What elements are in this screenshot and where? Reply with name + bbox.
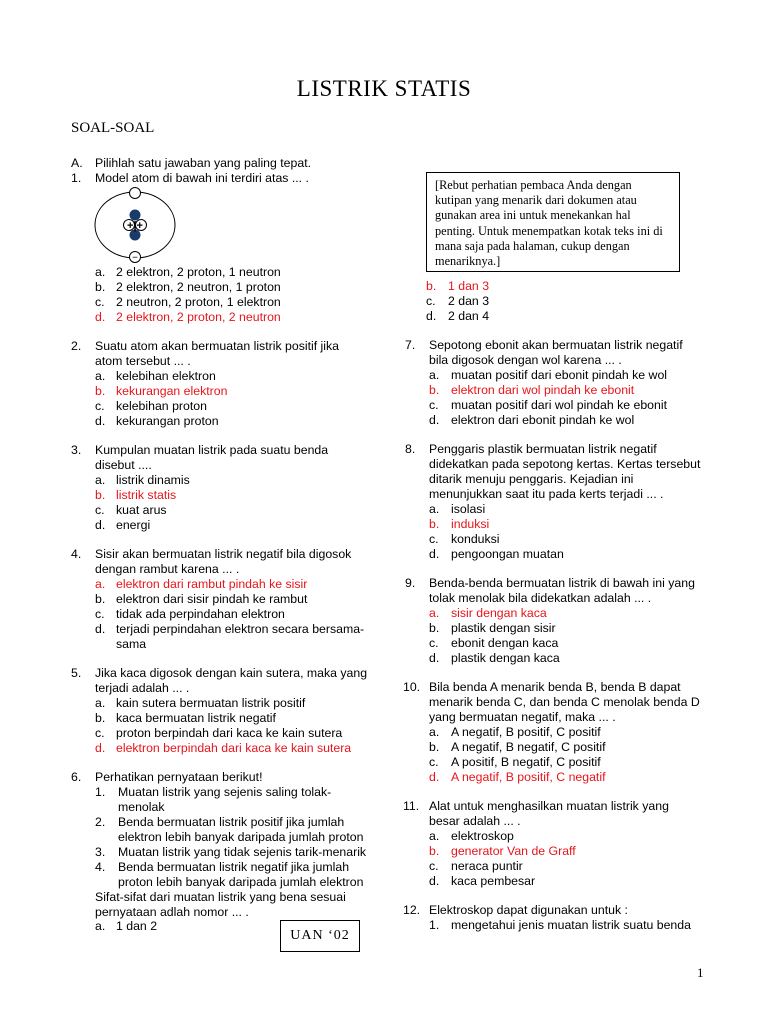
item-text: proton berpindah dari kaca ke kain sutera xyxy=(116,726,343,740)
item-marker: 3. xyxy=(95,845,106,859)
item-text: Kumpulan muatan listrik pada suatu benda xyxy=(95,443,329,457)
item-marker: 1. xyxy=(95,785,106,799)
item-text: Sifat-sifat dari muatan listrik yang bena sesuai xyxy=(95,890,346,904)
item-marker: a. xyxy=(429,606,440,620)
item-marker: c. xyxy=(426,294,436,308)
item-marker: 9. xyxy=(405,576,416,590)
item-text: kuat arus xyxy=(116,503,167,517)
item-text: disebut .... xyxy=(95,458,152,472)
item-marker: 8. xyxy=(405,442,416,456)
item-marker: d. xyxy=(426,309,437,323)
item-text: Bila benda A menarik benda B, benda B dapat xyxy=(429,680,681,694)
item-marker: b. xyxy=(95,280,106,294)
item-text: Benda bermuatan listrik positif jika jumlah xyxy=(118,815,345,829)
item-text: 2 neutron, 2 proton, 1 elektron xyxy=(116,295,281,309)
item-marker: a. xyxy=(95,473,106,487)
item-text: sama xyxy=(116,637,147,651)
item-text: besar adalah ... . xyxy=(429,814,521,828)
item-text: tolak menolak bila didekatkan adalah ... . xyxy=(429,591,652,605)
item-marker: d. xyxy=(429,413,440,427)
item-text: elektron dari sisir pindah ke rambut xyxy=(116,592,308,606)
item-marker: c. xyxy=(95,295,105,309)
item-text: terjadi perpindahan elektron secara bersama- xyxy=(116,622,365,636)
item-marker: a. xyxy=(429,725,440,739)
item-marker: b. xyxy=(429,517,440,531)
item-marker: c. xyxy=(429,532,439,546)
item-marker: b. xyxy=(429,383,440,397)
item-text: muatan positif dari wol pindah ke ebonit xyxy=(451,398,668,412)
answer-text: elektron berpindah dari kaca ke kain sutera xyxy=(116,741,352,755)
page-number: 1 xyxy=(697,965,704,980)
item-text: isolasi xyxy=(451,502,486,516)
item-text: Penggaris plastik bermuatan listrik negatif xyxy=(429,442,657,456)
page-title: LISTRIK STATIS xyxy=(296,76,472,101)
answer-text: elektron dari rambut pindah ke sisir xyxy=(116,577,308,591)
item-marker: d. xyxy=(95,414,106,428)
item-marker: c. xyxy=(429,755,439,769)
answer-text: 1 dan 3 xyxy=(448,279,490,293)
item-text: A negatif, B negatif, C positif xyxy=(451,740,606,754)
answer-text: induksi xyxy=(451,517,490,531)
item-text: 2 elektron, 2 proton, 1 neutron xyxy=(116,265,281,279)
item-marker: d. xyxy=(95,741,106,755)
item-marker: d. xyxy=(429,770,440,784)
item-text: Perhatikan pernyataan berikut! xyxy=(95,770,263,784)
item-text: kelebihan proton xyxy=(116,399,207,413)
item-marker: a. xyxy=(429,829,440,843)
item-text: didekatkan pada sepotong kertas. Kertas tersebut xyxy=(429,457,701,471)
item-text: yang bermuatan negatif, maka ... . xyxy=(429,710,616,724)
item-text: plastik dengan kaca xyxy=(451,651,560,665)
item-marker: 5. xyxy=(71,666,82,680)
item-text: kelebihan elektron xyxy=(116,369,216,383)
item-text: dengan rambut karena ... . xyxy=(95,562,240,576)
item-marker: a. xyxy=(95,696,106,710)
item-marker: d. xyxy=(429,874,440,888)
item-text: elektron dari ebonit pindah ke wol xyxy=(451,413,635,427)
item-text: terjadi adalah ... . xyxy=(95,681,190,695)
item-marker: d. xyxy=(429,651,440,665)
item-marker: 1. xyxy=(429,918,440,932)
item-text: kaca bermuatan listrik negatif xyxy=(116,711,276,725)
item-text: Sepotong ebonit akan bermuatan listrik negatif xyxy=(429,338,683,352)
item-marker: 10. xyxy=(403,680,421,694)
item-text: neraca puntir xyxy=(451,859,523,873)
item-text: A positif, B negatif, C positif xyxy=(451,755,601,769)
section-subtitle: SOAL-SOAL xyxy=(71,120,155,136)
item-marker: 6. xyxy=(71,770,82,784)
item-text: A negatif, B positif, C positif xyxy=(451,725,601,739)
item-text: elektroskop xyxy=(451,829,514,843)
item-marker: b. xyxy=(95,592,106,606)
item-text: tidak ada perpindahan elektron xyxy=(116,607,285,621)
item-marker: 4. xyxy=(95,860,106,874)
item-text: menunjukkan saat itu pada kerts terjadi ... . xyxy=(429,487,664,501)
item-marker: 4. xyxy=(71,547,82,561)
item-marker: b. xyxy=(95,711,106,725)
item-text: listrik dinamis xyxy=(116,473,190,487)
item-marker: a. xyxy=(95,369,106,383)
item-marker: b. xyxy=(95,384,106,398)
pull-quote-box[interactable]: [Rebut perhatian pembaca Anda dengan kutipan yang menarik dari dokumen atau gunakan area ini untuk menekankan hal penting. Untuk menempatkan kotak teks ini di mana saja pada halaman, cukup dengan menariknya.] xyxy=(426,172,680,272)
item-marker: b. xyxy=(429,844,440,858)
nucleus-label: +|+ xyxy=(127,220,143,232)
item-text: Sisir akan bermuatan listrik negatif bila digosok xyxy=(95,547,352,561)
item-text: 2 dan 3 xyxy=(448,294,490,308)
item-marker: A. xyxy=(71,156,83,170)
item-marker: 11. xyxy=(403,799,420,813)
item-text: Muatan listrik yang tidak sejenis tarik-menarik xyxy=(118,845,367,859)
item-text: Suatu atom akan bermuatan listrik positif jika xyxy=(95,339,340,353)
item-text: atom tersebut ... . xyxy=(95,354,191,368)
item-marker: 1. xyxy=(71,171,82,185)
item-marker: c. xyxy=(429,636,439,650)
electron-top xyxy=(130,188,141,199)
electron-bottom-sign: − xyxy=(132,252,138,264)
item-text: konduksi xyxy=(451,532,500,546)
item-marker: b. xyxy=(429,621,440,635)
answer-text: listrik statis xyxy=(116,488,177,502)
item-marker: d. xyxy=(95,518,106,532)
answer-text: sisir dengan kaca xyxy=(451,606,547,620)
item-marker: c. xyxy=(95,503,105,517)
item-marker: 12. xyxy=(403,903,421,917)
answer-text: kekurangan elektron xyxy=(116,384,228,398)
item-marker: d. xyxy=(95,622,106,636)
item-text: 2 dan 4 xyxy=(448,309,490,323)
item-text: ebonit dengan kaca xyxy=(451,636,559,650)
item-text: ditarik menuju penggaris. Kejadian ini xyxy=(429,472,634,486)
item-text: proton lebih banyak daripada jumlah elektron xyxy=(118,875,364,889)
item-marker: c. xyxy=(429,859,439,873)
item-marker: c. xyxy=(95,726,105,740)
answer-text: elektron dari wol pindah ke ebonit xyxy=(451,383,635,397)
item-marker: a. xyxy=(95,919,106,933)
item-text: Jika kaca digosok dengan kain sutera, maka yang xyxy=(95,666,368,680)
item-marker: a. xyxy=(95,265,106,279)
item-text: menolak xyxy=(118,800,165,814)
item-marker: 2. xyxy=(71,339,82,353)
item-text: Elektroskop dapat digunakan untuk : xyxy=(429,903,628,917)
item-text: menarik benda C, dan benda C menolak benda D xyxy=(429,695,700,709)
item-text: pengoongan muatan xyxy=(451,547,564,561)
item-text: Benda bermuatan listrik negatif jika jumlah xyxy=(118,860,350,874)
item-text: kekurangan proton xyxy=(116,414,219,428)
item-text: kain sutera bermuatan listrik positif xyxy=(116,696,306,710)
item-text: Pilihlah satu jawaban yang paling tepat. xyxy=(95,156,312,170)
item-text: mengetahui jenis muatan listrik suatu benda xyxy=(451,918,691,932)
item-text: muatan positif dari ebonit pindah ke wol xyxy=(451,368,668,382)
item-marker: 3. xyxy=(71,443,82,457)
item-text: pernyataan adlah nomor ... . xyxy=(95,905,249,919)
exam-source-label: UAN ‘02 xyxy=(280,920,360,952)
item-marker: 2. xyxy=(95,815,106,829)
item-marker: c. xyxy=(429,398,439,412)
atom-model-figure xyxy=(92,187,182,265)
item-text: Model atom di bawah ini terdiri atas ... . xyxy=(95,171,309,185)
item-marker: 7. xyxy=(405,338,416,352)
item-marker: c. xyxy=(95,607,105,621)
item-marker: a. xyxy=(429,368,440,382)
item-marker: b. xyxy=(426,279,437,293)
item-text: 1 dan 2 xyxy=(116,919,158,933)
item-marker: c. xyxy=(95,399,105,413)
item-text: plastik dengan sisir xyxy=(451,621,556,635)
item-marker: a. xyxy=(429,502,440,516)
answer-text: A negatif, B positif, C negatif xyxy=(451,770,606,784)
item-marker: b. xyxy=(95,488,106,502)
item-marker: a. xyxy=(95,577,106,591)
item-text: Benda-benda bermuatan listrik di bawah ini yang xyxy=(429,576,695,590)
item-text: Muatan listrik yang sejenis saling tolak- xyxy=(118,785,332,799)
item-marker: d. xyxy=(429,547,440,561)
item-text: 2 elektron, 2 neutron, 1 proton xyxy=(116,280,281,294)
item-text: elektron lebih banyak daripada jumlah proton xyxy=(118,830,364,844)
answer-text: generator Van de Graff xyxy=(451,844,576,858)
neutron-top xyxy=(130,210,141,221)
item-text: bila digosok dengan wol karena ... . xyxy=(429,353,622,367)
item-text: Alat untuk menghasilkan muatan listrik yang xyxy=(429,799,669,813)
item-text: energi xyxy=(116,518,151,532)
item-text: kaca pembesar xyxy=(451,874,536,888)
answer-text: 2 elektron, 2 proton, 2 neutron xyxy=(116,310,281,324)
item-marker: b. xyxy=(429,740,440,754)
item-marker: d. xyxy=(95,310,106,324)
